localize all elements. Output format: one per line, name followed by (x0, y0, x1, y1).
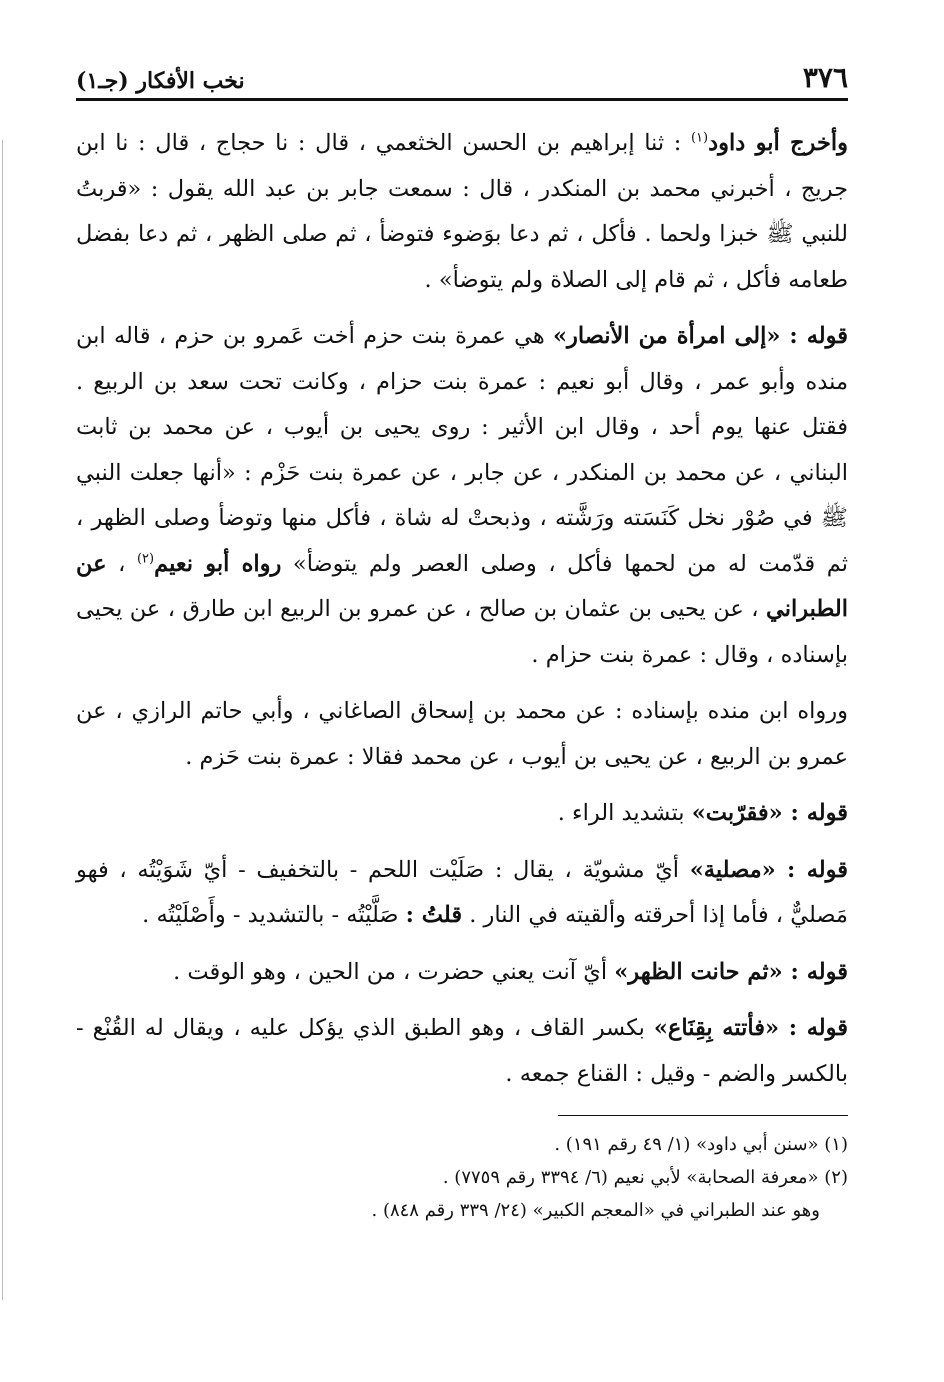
paragraph-qarrabat (76, 791, 848, 837)
footnote-ref-1: (١) (690, 130, 709, 146)
paragraph-text: صَلَّيْتُه - بالتشديد - وأَصْلَيْتُه . (142, 902, 406, 928)
paragraph-lead: قوله : «فأتته بِقِنَاع» (653, 1015, 848, 1041)
paragraph-text: بتشديد الراء . (557, 800, 692, 826)
paragraph-text: بكسر القاف ، وهو الطبق الذي يؤكل عليه ، ويقال له القُنْع - بالكسر والضم - وقيل : القناع جمعه . (76, 1015, 848, 1087)
paragraph-lead: قوله : «ثم حانت الظهر» (614, 958, 848, 985)
paragraph-musliya (76, 848, 848, 939)
footnote-2: (٢) «معرفة الصحابة» لأبي نعيم (٦/ ٣٣٩٤ رقم ٧٧٥٩) . (442, 1167, 848, 1188)
paragraph-text: هي عمرة بنت حزم أخت عَمرو بن حزم ، قاله ابن منده وأبو عمر ، وقال أبو نعيم : عمرة بنت حزام ، وكانت تحت سعد بن الربيع . فقتل عنها يوم أحد ، وقال ابن الأثير : روى يحيى بن أيوب ، عن محمد بن ثابت البناني ، عن محمد بن المنكدر ، عن جابر ، عن عمرة بنت حَزْم : «أنها جعلت النبي ﷺ في صُوْر نخل كَنَسَته ورَشَّته ، وذبحتْ له شاة ، فأكل منها وتوضأ وصلى الظهر ، ثم قدّمت له من لحمها فأكل ، وصلى العصر ولم يتوضأ» (76, 323, 848, 577)
paragraph-text: ، عن يحيى بن عثمان بن صالح ، عن عمرو بن الربيع ابن طارق ، عن يحيى بإسناده ، وقال : عمرة بنت حزام . (76, 596, 848, 668)
footnote-1: (١) «سنن أبي داود» (١/ ٤٩ رقم ١٩١) . (554, 1134, 848, 1155)
running-title: نخب الأفكار (جـ١) (76, 68, 245, 94)
paragraph-hanat (76, 950, 848, 996)
paragraph-lead: وأخرج أبو داود (708, 130, 848, 156)
paragraph-lead-tabarani: عن الطبراني (76, 550, 848, 622)
footnotes (76, 1128, 848, 1227)
main-text (76, 121, 848, 1097)
footnote-2-continuation: وهو عند الطبراني في «المعجم الكبير» (٢٤/ ٣٣٩ رقم ٨٤٨) . (371, 1200, 820, 1221)
paragraph-ansar-woman (76, 314, 848, 678)
paragraph-abu-dawud (76, 121, 848, 303)
paragraph-text: : ثنا إبراهيم بن الحسن الخثعمي ، قال : نا حجاج ، قال : نا ابن جريج ، أخبرني محمد بن المنكدر ، قال : سمعت جابر بن عبد الله يقول : «قربتُ للنبي ﷺ خبزا ولحما . فأكل ، ثم دعا بوَضوء فتوضأ ، ثم صلى الظهر ، ثم دعا بفضل طعامه فأكل ، ثم قام إلى الصلاة ولم يتوضأ» . (76, 130, 848, 293)
page-header (76, 52, 848, 101)
paragraph-qinaa (76, 1006, 848, 1097)
paragraph-lead-abu-nuaym: رواه أبو نعيم (154, 550, 282, 577)
paragraph-lead: قوله : «فقرّبت» (691, 800, 848, 826)
paragraph-ibn-mandah (76, 689, 848, 780)
paragraph-text: ، (106, 550, 137, 577)
page-number: ٣٧٦ (802, 61, 848, 94)
footnote-ref-2: (٢) (136, 551, 155, 566)
paragraph-text: أيّ آنت يعني حضرت ، من الحين ، وهو الوقت . (173, 958, 615, 985)
paragraph-lead: قوله : «مصلية» (689, 856, 849, 883)
paragraph-text: ورواه ابن منده بإسناده : عن محمد بن إسحاق الصاغاني ، وأبي حاتم الرازي ، عن عمرو بن الربيع ، عن يحيى بن أيوب ، عن محمد فقالا : عمرة بنت حَزم . (76, 698, 848, 770)
paragraph-lead-qultu: قلتُ : (405, 902, 463, 928)
paragraph-text: أيّ مشويّة ، يقال : صَلَيْت اللحم - بالتخفيف - أيّ شَوَيْتُه ، فهو مَصليٌّ ، فأما إذا أحرقته وألقيته في النار . (76, 856, 848, 928)
scan-margin-line (2, 140, 3, 1300)
paragraph-lead: قوله : «إلى امرأة من الأنصار» (552, 323, 848, 349)
footnote-separator (558, 1115, 848, 1116)
